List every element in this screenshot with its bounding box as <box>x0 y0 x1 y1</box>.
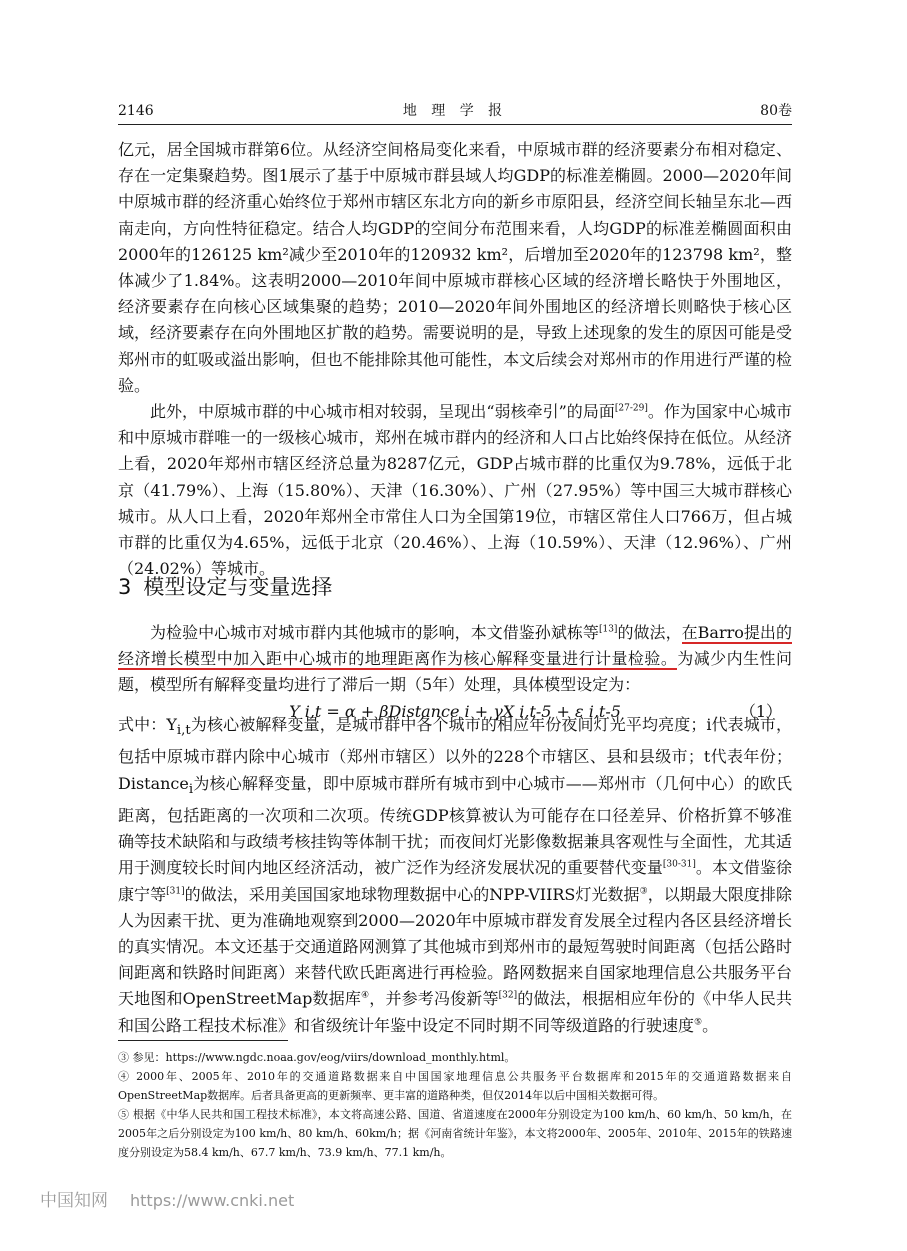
text-span: ，以期最大限度排除人为因素干扰、更为准确地观察到2000—2020年中原城市群发育发展全过程内各区县经济增长的真实情况。本文还基于交通道路网测算了其他城市到郑州市的最短驾驶时间距离（包括公路时间距离和铁路时间距离）来替代欧氏距离进行再检验。路网数据来自国家地理信息公共服务平台天地图和OpenStreetMap数据库 <box>118 884 792 1009</box>
paragraph-variable-definitions <box>118 712 792 1039</box>
text-span: 的做法，采用美国国家地球物理数据中心的NPP-VIIRS灯光数据 <box>184 884 640 904</box>
citation: [31] <box>166 886 185 897</box>
citation: [32] <box>498 991 518 1002</box>
text-span: 为减少内生性问题，模型所有解释变量均进行了滞后一期（5年）处理，具体模型设定为： <box>118 649 792 695</box>
equation-number: （1） <box>739 701 782 721</box>
section-number: 3 <box>118 575 132 599</box>
footnote-5: ⑤ 根据《中华人民共和国工程技术标准》，本文将高速公路、国道、省道速度在2000年分别设定为100 km/h、60 km/h、50 km/h，在2005年之后分别设定为100 km/h、80 km/h、60km/h；据《河南省统计年鉴》，本文将2000年、2005年、2010年、2015年的铁路速度分别设定为58.4 km/h、67.7 km/h、73.9 km/h、77.1 km/h。 <box>118 1108 792 1159</box>
citation: [30-31] <box>662 860 696 871</box>
text-span: 。作为国家中心城市和中原城市群唯一的一级核心城市，郑州在城市群内的经济和人口占比始终保持在低位。从经济上看，2020年郑州市辖区经济总量为8287亿元，GDP占城市群的比重仅为9.78%，远低于北京（41.79%）、上海（15.80%）、天津（16.30%）、广州（27.95%）等中国三大城市群核心城市。从人口上看，2020年郑州全市常住人口为全国第19位，市辖区常住人口766万，但占城市群的比重仅为4.65%，远低于北京（20.46%）、上海（10.59%）、天津（12.96%）、广州（24.02%）等城市。 <box>118 402 792 579</box>
section-heading <box>118 572 332 602</box>
text-span: 式中：Y <box>118 715 177 734</box>
footnote-mark: ④ <box>361 991 370 1002</box>
footnote-3: ③ 参见：https://www.ngdc.noaa.gov/eog/viirs/download_monthly.html。 <box>118 1051 516 1064</box>
footnote-mark: ⑤ <box>694 1017 703 1028</box>
text-span: 为核心解释变量，即中原城市群所有城市到中心城市——郑州市（几何中心）的欧氏距离，包括距离的一次项和二次项。传统GDP核算被认为可能存在口径差异、价格折算不够准确等技术缺陷和与政绩考核挂钩等体制干扰；而夜间灯光影像数据兼具客观性与全面性，尤其适用于测度较长时间内地区经济活动，被广泛作为经济发展状况的重要替代变量 <box>118 773 792 878</box>
text-span: 的做法，根据相应年份的《中华人民共和国公路工程技术标准》和省级统计年鉴中设定不同时期不同等级道路的行驶速度 <box>118 989 792 1035</box>
paragraph-weak-core <box>118 399 792 582</box>
footnote-mark: ③ <box>639 886 648 897</box>
section-title-text: 模型设定与变量选择 <box>143 575 333 599</box>
text-span: 。 <box>702 1015 719 1035</box>
journal-title: 地 理 学 报 <box>402 103 508 119</box>
citation: [27-29] <box>614 403 648 414</box>
footnotes <box>118 1048 792 1162</box>
text-span: ，并参考冯俊新等 <box>369 989 499 1009</box>
text-span: 为核心被解释变量，是城市群中各个城市的相应年份夜间灯光平均亮度；i代表城市，包括中原城市群内除中心城市（郑州市辖区）以外的228个市辖区、县和县级市；t代表年份；Distance <box>118 715 792 793</box>
text-span: 为检验中心城市对城市群内其他城市的影响，本文借鉴孙斌栋等 <box>150 623 599 642</box>
body-text-block-2 <box>118 620 792 725</box>
header-rule <box>118 124 792 125</box>
cnki-logo-text: 中国知网 <box>40 1191 108 1211</box>
footnote-rule <box>118 1040 288 1041</box>
page-number: 2146 <box>118 103 154 119</box>
volume-number: 80卷 <box>760 103 792 119</box>
cnki-watermark <box>40 1186 294 1211</box>
subscript: i <box>188 781 194 797</box>
footnote-4: ④ 2000年、2005年、2010年的交通道路数据来自中国国家地理信息公共服务平台数据库和2015年的交通道路数据来自OpenStreetMap数据库。后者具备更高的更新频率、更丰富的道路种类，但仅2014年以后中国相关数据可得。 <box>118 1070 792 1102</box>
highlighted-sentence: 在Barro提出的经济增长模型中加入距中心城市的地理距离作为核心解释变量进行计量检验。 <box>118 623 792 669</box>
subscript: i,t <box>176 723 191 739</box>
text-span: 此外，中原城市群的中心城市相对较弱，呈现出“弱核牵引”的局面 <box>150 402 615 422</box>
paragraph-continued: 亿元，居全国城市群第6位。从经济空间格局变化来看，中原城市群的经济要素分布相对稳定、存在一定集聚趋势。图1展示了基于中原城市群县域人均GDP的标准差椭圆。2000—2020年间中原城市群的经济重心始终位于郑州市辖区东北方向的新乡市原阳县，经济空间长轴呈东北—西南走向，方向性特征稳定。结合人均GDP的空间分布范围来看，人均GDP的标准差椭圆面积由2000年的126125 km²减少至2010年的120932 km²，后增加至2020年的123798 km²，整体减少了1.84%。这表明2000—2010年间中原城市群核心区域的经济增长略快于外围地区，经济要素存在向核心区域集聚的趋势；2010—2020年间外围地区的经济增长则略快于核心区域，经济要素存在向外围地区扩散的趋势。需要说明的是，导致上述现象的发生的原因可能是受郑州市的虹吸或溢出影响，但也不能排除其他可能性，本文后续会对郑州市的作用进行严谨的检验。 <box>118 140 792 395</box>
running-header <box>118 100 792 122</box>
equation-text: Y i,t = α + βDistance i + γX i,t-5 + ε i,t-5 <box>289 701 621 721</box>
text-span: 的做法， <box>617 623 682 642</box>
body-text-block-3 <box>118 712 792 1039</box>
citation: [13] <box>598 624 618 635</box>
body-text-block-1 <box>118 137 792 582</box>
paragraph-model-intro <box>118 620 792 699</box>
cnki-url: https://www.cnki.net <box>130 1191 295 1210</box>
text-span: 。本文借鉴徐康宁等 <box>118 858 792 904</box>
